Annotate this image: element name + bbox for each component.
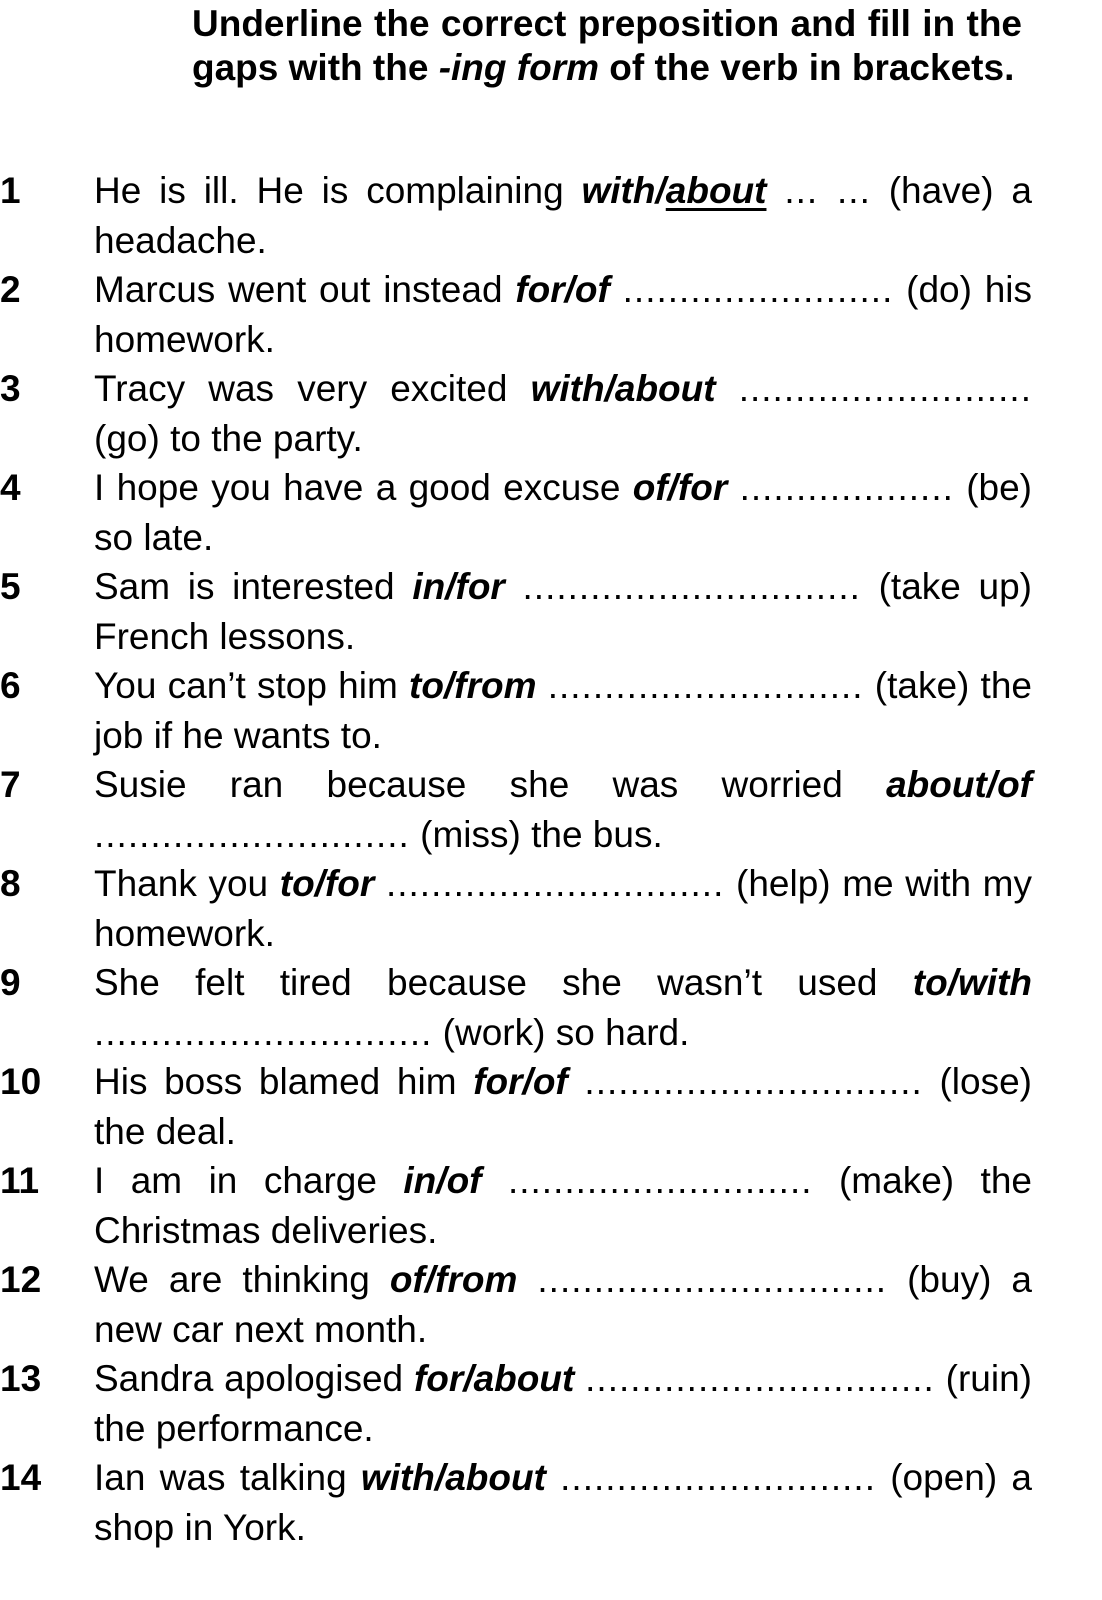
- sentence-end: (go) to the party.: [94, 417, 363, 459]
- preposition-option[interactable]: about: [473, 1358, 575, 1399]
- sentence-end: (miss) the bus.: [409, 813, 663, 855]
- preposition-option[interactable]: from: [454, 665, 537, 706]
- preposition-option[interactable]: with: [958, 962, 1032, 1003]
- instruction-text-end: of the verb in brackets.: [599, 47, 1015, 88]
- preposition-separator: /: [445, 566, 456, 607]
- sentence-end: (take) the job if he wants to.: [94, 665, 1032, 756]
- item-number: 12: [0, 1259, 42, 1300]
- sentence-start: Tracy was very excited: [94, 368, 531, 409]
- sentence-end: (open) a shop in York.: [94, 1457, 1033, 1548]
- answer-gap[interactable]: ... ...: [784, 170, 871, 211]
- preposition-choice: [280, 863, 375, 904]
- preposition-option[interactable]: for: [515, 269, 565, 310]
- answer-gap[interactable]: ..............................: [94, 1011, 433, 1053]
- item-number: 3: [0, 368, 21, 409]
- preposition-separator: /: [947, 962, 959, 1003]
- preposition-choice: [582, 170, 767, 211]
- preposition-option[interactable]: about: [445, 1457, 546, 1498]
- preposition-separator: /: [314, 863, 325, 904]
- preposition-option[interactable]: for: [473, 1061, 523, 1102]
- item-number: 2: [0, 269, 21, 310]
- answer-gap[interactable]: ..............................: [385, 863, 725, 904]
- sentence-start: His boss blamed him: [94, 1061, 474, 1102]
- item-number: 14: [0, 1457, 42, 1498]
- item-number: 5: [0, 566, 21, 607]
- preposition-separator: /: [434, 1457, 446, 1498]
- exercise-instructions: [192, 2, 1022, 90]
- preposition-choice: [390, 1259, 517, 1300]
- preposition-separator: /: [986, 764, 998, 805]
- answer-gap[interactable]: ..............................: [522, 566, 861, 607]
- item-number: 11: [0, 1160, 40, 1201]
- preposition-separator: /: [424, 1259, 436, 1300]
- sentence-end: (buy) a new car next month.: [94, 1259, 1032, 1350]
- preposition-separator: /: [443, 665, 455, 706]
- preposition-option[interactable]: in: [412, 566, 446, 607]
- answer-gap[interactable]: ............................: [94, 813, 410, 855]
- sentence-start: Sam is interested: [94, 566, 413, 607]
- item-number: 1: [0, 170, 21, 211]
- exercise-item: [0, 661, 1032, 760]
- preposition-option[interactable]: with: [581, 170, 656, 211]
- exercise-item: [0, 1057, 1032, 1156]
- exercise-item: [0, 364, 1032, 463]
- preposition-separator: /: [667, 467, 678, 508]
- sentence-end: (do) his homework.: [94, 269, 1033, 360]
- item-number: 7: [0, 764, 21, 805]
- exercise-item: [0, 166, 1032, 265]
- item-number: 13: [0, 1358, 42, 1399]
- preposition-choice: [913, 962, 1032, 1003]
- answer-gap[interactable]: ..............................: [584, 1061, 923, 1102]
- sentence-start: Susie ran because she was worried: [94, 764, 887, 805]
- preposition-option[interactable]: from: [435, 1259, 518, 1300]
- preposition-choice: [531, 368, 716, 409]
- preposition-choice: [633, 467, 728, 508]
- preposition-option[interactable]: to: [912, 962, 948, 1003]
- sentence-end: (make) the Christmas deliveries.: [94, 1160, 1032, 1251]
- preposition-option[interactable]: of: [574, 269, 610, 310]
- answer-gap[interactable]: ............................: [560, 1457, 876, 1498]
- exercise-item: [0, 1354, 1032, 1453]
- instruction-italic-text: -ing form: [438, 47, 599, 88]
- preposition-choice: [361, 1457, 546, 1498]
- preposition-option[interactable]: for: [455, 566, 505, 607]
- preposition-option[interactable]: of: [632, 467, 668, 508]
- sentence-end: (work) so hard.: [432, 1011, 690, 1053]
- preposition-option[interactable]: of: [446, 1160, 482, 1201]
- preposition-option[interactable]: about: [886, 764, 987, 805]
- preposition-option[interactable]: of: [389, 1259, 425, 1300]
- exercise-item: [0, 562, 1032, 661]
- item-number: 4: [0, 467, 21, 508]
- preposition-option[interactable]: of: [532, 1061, 568, 1102]
- sentence-end: (have) a headache.: [94, 170, 1033, 261]
- preposition-separator: /: [604, 368, 615, 409]
- preposition-separator: /: [436, 1160, 447, 1201]
- sentence-start: Ian was talking: [94, 1457, 361, 1498]
- exercise-item: [0, 265, 1032, 364]
- sentence-start: I am in charge: [94, 1160, 404, 1201]
- preposition-choice: [403, 1160, 481, 1201]
- sentence-start: She felt tired because she wasn’t used: [94, 962, 913, 1003]
- exercise-item: [0, 463, 1032, 562]
- answer-gap[interactable]: ........................: [622, 269, 894, 310]
- answer-gap[interactable]: ............................: [547, 665, 864, 706]
- sentence-start: You can’t stop him: [94, 665, 410, 706]
- preposition-separator: /: [463, 1358, 474, 1399]
- item-number: 8: [0, 863, 21, 904]
- answer-gap[interactable]: ...........................: [507, 1160, 813, 1201]
- preposition-option[interactable]: for: [677, 467, 728, 508]
- exercise-item: [0, 1156, 1032, 1255]
- sentence-end: (lose) the deal.: [94, 1061, 1033, 1152]
- item-number: 9: [0, 962, 21, 1003]
- item-number: 10: [0, 1061, 42, 1102]
- preposition-option[interactable]: to: [409, 665, 444, 706]
- preposition-choice: [886, 764, 1032, 805]
- preposition-option[interactable]: for: [324, 863, 375, 904]
- answer-gap[interactable]: ...............................: [537, 1259, 888, 1300]
- preposition-option[interactable]: for: [413, 1358, 464, 1399]
- exercise-item: [0, 1255, 1032, 1354]
- exercise-list: [0, 166, 1032, 1552]
- sentence-start: We are thinking: [94, 1259, 390, 1300]
- sentence-start: Thank you: [94, 863, 280, 904]
- sentence-end: (take up) French lessons.: [94, 566, 1033, 657]
- answer-gap[interactable]: ...............................: [585, 1358, 935, 1399]
- exercise-item: [0, 760, 1032, 859]
- sentence-start: He is ill. He is complaining: [94, 170, 582, 211]
- preposition-option[interactable]: about: [614, 368, 716, 409]
- preposition-option[interactable]: about: [665, 170, 767, 211]
- item-number: 6: [0, 665, 21, 706]
- sentence-start: Marcus went out instead: [94, 269, 516, 310]
- exercise-item: [0, 1453, 1032, 1552]
- exercise-item: [0, 958, 1032, 1057]
- preposition-choice: [414, 1358, 574, 1399]
- preposition-choice: [515, 269, 610, 310]
- preposition-option[interactable]: to: [279, 863, 315, 904]
- sentence-end: (help) me with my homework.: [94, 863, 1033, 954]
- preposition-separator: /: [655, 170, 666, 211]
- preposition-choice: [473, 1061, 568, 1102]
- sentence-start: I hope you have a good excuse: [94, 467, 633, 508]
- sentence-end: (ruin) the performance.: [94, 1358, 1033, 1449]
- preposition-separator: /: [522, 1061, 533, 1102]
- preposition-option[interactable]: with: [530, 368, 605, 409]
- sentence-end: (be) so late.: [94, 467, 1033, 558]
- preposition-option[interactable]: in: [403, 1160, 437, 1201]
- preposition-separator: /: [564, 269, 575, 310]
- sentence-start: Sandra apologised: [94, 1358, 414, 1399]
- exercise-item: [0, 859, 1032, 958]
- preposition-option[interactable]: with: [360, 1457, 435, 1498]
- preposition-choice: [409, 665, 536, 706]
- answer-gap[interactable]: ...................: [739, 467, 954, 508]
- preposition-choice: [412, 566, 505, 607]
- instruction-text: Underline the correct preposition and fill in the gaps with the: [192, 3, 1022, 88]
- preposition-option[interactable]: of: [997, 764, 1032, 805]
- answer-gap[interactable]: ..........................: [738, 368, 1032, 409]
